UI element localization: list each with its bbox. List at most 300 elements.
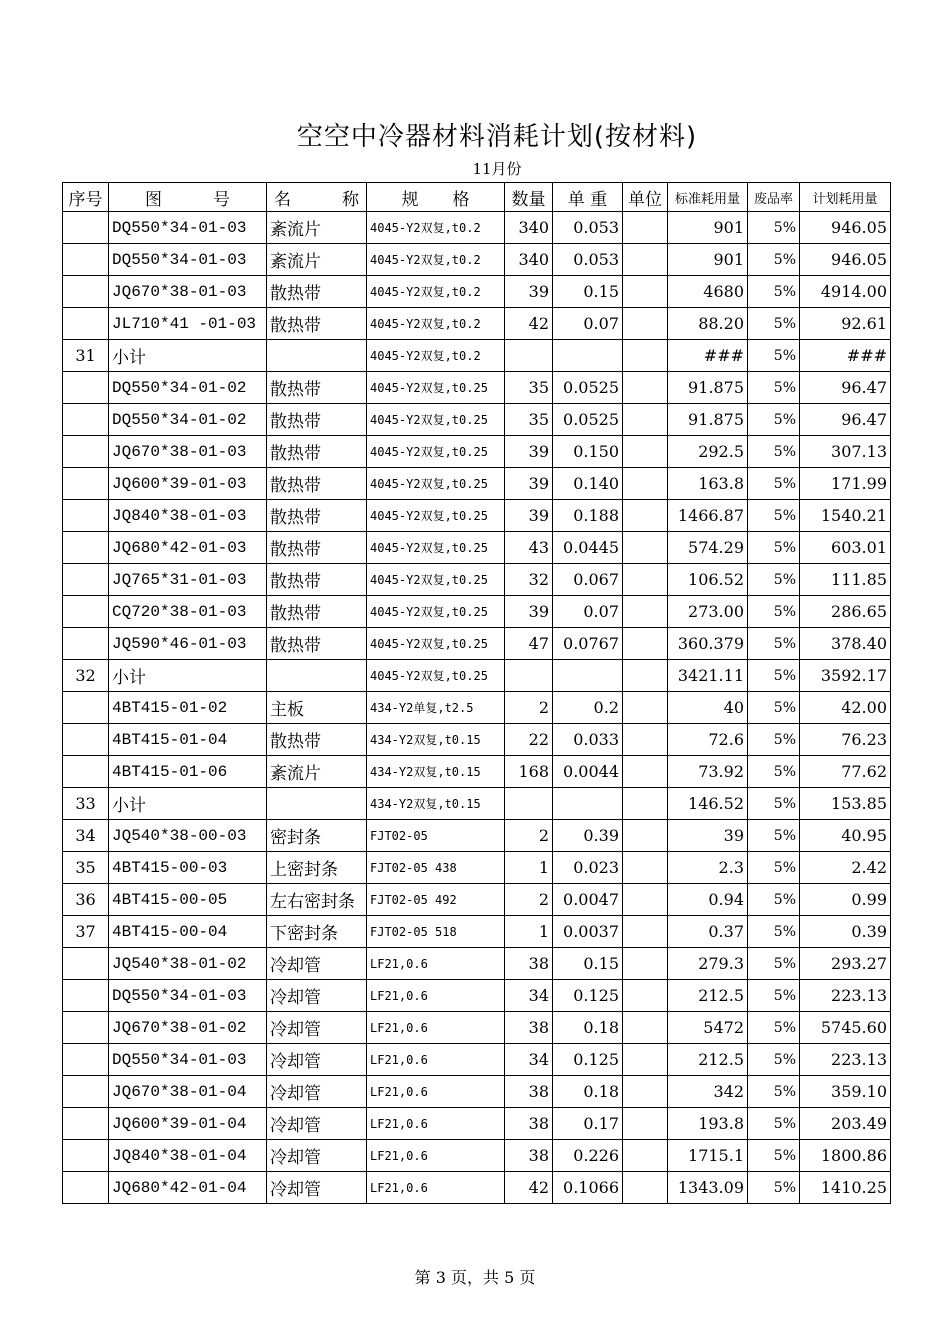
- cell-name: [267, 788, 367, 820]
- cell-std-use: 0.37: [668, 916, 748, 948]
- cell-std-use: 901: [668, 212, 748, 244]
- cell-std-use: 146.52: [668, 788, 748, 820]
- cell-seq: [63, 564, 109, 596]
- cell-drawing: JQ670*38-01-03: [109, 436, 267, 468]
- cell-drawing: DQ550*34-01-02: [109, 404, 267, 436]
- cell-unit: [623, 788, 668, 820]
- cell-scrap-rate: 5%: [748, 1044, 800, 1076]
- cell-std-use: 292.5: [668, 436, 748, 468]
- header-qty: 数量: [505, 183, 553, 212]
- table-row: [63, 980, 891, 1012]
- cell-qty: 35: [505, 372, 553, 404]
- cell-seq: [63, 404, 109, 436]
- cell-plan-use: 378.40: [800, 628, 891, 660]
- header-unit-weight: 单 重: [553, 183, 623, 212]
- cell-name: 冷却管: [267, 1012, 367, 1044]
- cell-qty: 2: [505, 692, 553, 724]
- cell-unit: [623, 372, 668, 404]
- cell-qty: 34: [505, 980, 553, 1012]
- cell-plan-use: 96.47: [800, 372, 891, 404]
- cell-qty: 39: [505, 436, 553, 468]
- cell-plan-use: 946.05: [800, 244, 891, 276]
- table-row: [63, 756, 891, 788]
- cell-name: 散热带: [267, 500, 367, 532]
- cell-drawing: 小计: [109, 788, 267, 820]
- cell-scrap-rate: 5%: [748, 532, 800, 564]
- cell-name: 散热带: [267, 436, 367, 468]
- cell-name: [267, 660, 367, 692]
- cell-qty: 42: [505, 308, 553, 340]
- cell-seq: [63, 1140, 109, 1172]
- cell-unit-weight: 0.140: [553, 468, 623, 500]
- table-row: [63, 916, 891, 948]
- cell-unit: [623, 596, 668, 628]
- cell-drawing: DQ550*34-01-03: [109, 1044, 267, 1076]
- cell-unit-weight: 0.2: [553, 692, 623, 724]
- cell-unit: [623, 276, 668, 308]
- cell-seq: [63, 1044, 109, 1076]
- cell-scrap-rate: 5%: [748, 852, 800, 884]
- cell-seq: [63, 724, 109, 756]
- cell-unit-weight: 0.188: [553, 500, 623, 532]
- page-subtitle: 11月份: [472, 160, 522, 178]
- header-row: [63, 183, 891, 212]
- table-row: [63, 404, 891, 436]
- cell-qty: 38: [505, 1140, 553, 1172]
- cell-spec: 4045-Y2双复,t0.2: [367, 308, 505, 340]
- cell-std-use: 73.92: [668, 756, 748, 788]
- cell-unit: [623, 1140, 668, 1172]
- cell-unit: [623, 244, 668, 276]
- cell-unit-weight: 0.07: [553, 308, 623, 340]
- cell-std-use: 273.00: [668, 596, 748, 628]
- table-row: [63, 1108, 891, 1140]
- header-unit: 单位: [623, 183, 668, 212]
- header-plan-use: 计划耗用量: [800, 183, 891, 212]
- cell-seq: [63, 212, 109, 244]
- cell-spec: 4045-Y2双复,t0.25: [367, 404, 505, 436]
- cell-spec: 434-Y2双复,t0.15: [367, 788, 505, 820]
- table-row: [63, 1172, 891, 1204]
- cell-unit: [623, 852, 668, 884]
- cell-unit-weight: 0.0047: [553, 884, 623, 916]
- cell-drawing: JQ840*38-01-03: [109, 500, 267, 532]
- cell-plan-use: 293.27: [800, 948, 891, 980]
- cell-seq: [63, 532, 109, 564]
- cell-unit-weight: 0.067: [553, 564, 623, 596]
- cell-name: 散热带: [267, 596, 367, 628]
- cell-unit-weight: 0.0044: [553, 756, 623, 788]
- cell-unit: [623, 756, 668, 788]
- cell-plan-use: 946.05: [800, 212, 891, 244]
- cell-scrap-rate: 5%: [748, 1172, 800, 1204]
- cell-qty: 43: [505, 532, 553, 564]
- cell-qty: 38: [505, 948, 553, 980]
- cell-drawing: 4BT415-00-03: [109, 852, 267, 884]
- table-row: [63, 308, 891, 340]
- cell-drawing: DQ550*34-01-03: [109, 980, 267, 1012]
- cell-unit-weight: 0.0525: [553, 404, 623, 436]
- cell-plan-use: 77.62: [800, 756, 891, 788]
- cell-drawing: 4BT415-01-04: [109, 724, 267, 756]
- cell-seq: [63, 500, 109, 532]
- table-row: [63, 724, 891, 756]
- cell-name: 散热带: [267, 628, 367, 660]
- cell-plan-use: 3592.17: [800, 660, 891, 692]
- table-row: [63, 564, 891, 596]
- table-row: [63, 212, 891, 244]
- cell-spec: 4045-Y2双复,t0.2: [367, 212, 505, 244]
- cell-std-use: 39: [668, 820, 748, 852]
- cell-qty: 32: [505, 564, 553, 596]
- cell-unit-weight: 0.033: [553, 724, 623, 756]
- cell-std-use: 91.875: [668, 372, 748, 404]
- cell-std-use: 106.52: [668, 564, 748, 596]
- cell-plan-use: 1800.86: [800, 1140, 891, 1172]
- cell-qty: [505, 788, 553, 820]
- cell-scrap-rate: 5%: [748, 596, 800, 628]
- cell-plan-use: 223.13: [800, 980, 891, 1012]
- cell-qty: [505, 340, 553, 372]
- cell-std-use: 279.3: [668, 948, 748, 980]
- cell-qty: 39: [505, 276, 553, 308]
- cell-unit: [623, 1044, 668, 1076]
- cell-drawing: 小计: [109, 660, 267, 692]
- cell-unit: [623, 1076, 668, 1108]
- cell-seq: 32: [63, 660, 109, 692]
- cell-std-use: 1343.09: [668, 1172, 748, 1204]
- cell-unit: [623, 1108, 668, 1140]
- cell-std-use: 2.3: [668, 852, 748, 884]
- cell-spec: FJT02-05 492: [367, 884, 505, 916]
- cell-name: 冷却管: [267, 1140, 367, 1172]
- cell-unit: [623, 660, 668, 692]
- cell-std-use: 901: [668, 244, 748, 276]
- cell-unit: [623, 724, 668, 756]
- cell-qty: 340: [505, 244, 553, 276]
- cell-std-use: 91.875: [668, 404, 748, 436]
- cell-scrap-rate: 5%: [748, 404, 800, 436]
- page-footer: 第 3 页，共 5 页: [414, 1268, 536, 1287]
- subtotal-row: [63, 660, 891, 692]
- cell-name: 主板: [267, 692, 367, 724]
- cell-unit: [623, 1012, 668, 1044]
- cell-name: 密封条: [267, 820, 367, 852]
- cell-plan-use: 171.99: [800, 468, 891, 500]
- cell-plan-use: ###: [800, 340, 891, 372]
- cell-plan-use: 286.65: [800, 596, 891, 628]
- cell-spec: 4045-Y2双复,t0.2: [367, 340, 505, 372]
- header-spec: 规 格: [367, 183, 505, 212]
- cell-qty: 38: [505, 1076, 553, 1108]
- cell-spec: LF21,0.6: [367, 980, 505, 1012]
- cell-unit: [623, 340, 668, 372]
- table-row: [63, 532, 891, 564]
- cell-std-use: ###: [668, 340, 748, 372]
- cell-plan-use: 359.10: [800, 1076, 891, 1108]
- cell-unit-weight: 0.1066: [553, 1172, 623, 1204]
- cell-plan-use: 76.23: [800, 724, 891, 756]
- cell-seq: [63, 596, 109, 628]
- cell-plan-use: 307.13: [800, 436, 891, 468]
- cell-name: 散热带: [267, 404, 367, 436]
- subtotal-row: [63, 788, 891, 820]
- cell-plan-use: 5745.60: [800, 1012, 891, 1044]
- cell-unit: [623, 948, 668, 980]
- cell-unit-weight: 0.0525: [553, 372, 623, 404]
- table-row: [63, 1044, 891, 1076]
- cell-spec: 4045-Y2双复,t0.25: [367, 596, 505, 628]
- cell-spec: 434-Y2单复,t2.5: [367, 692, 505, 724]
- cell-spec: LF21,0.6: [367, 1044, 505, 1076]
- cell-seq: [63, 1076, 109, 1108]
- cell-qty: 47: [505, 628, 553, 660]
- cell-plan-use: 1410.25: [800, 1172, 891, 1204]
- cell-drawing: JQ670*38-01-02: [109, 1012, 267, 1044]
- cell-seq: [63, 948, 109, 980]
- table-row: [63, 628, 891, 660]
- cell-spec: 434-Y2双复,t0.15: [367, 756, 505, 788]
- subtotal-row: [63, 340, 891, 372]
- cell-name: [267, 340, 367, 372]
- cell-name: 散热带: [267, 724, 367, 756]
- cell-unit: [623, 436, 668, 468]
- cell-plan-use: 603.01: [800, 532, 891, 564]
- cell-drawing: JQ680*42-01-03: [109, 532, 267, 564]
- cell-drawing: JQ600*39-01-03: [109, 468, 267, 500]
- cell-unit: [623, 1172, 668, 1204]
- cell-drawing: DQ550*34-01-02: [109, 372, 267, 404]
- cell-qty: 2: [505, 884, 553, 916]
- cell-std-use: 212.5: [668, 980, 748, 1012]
- cell-unit-weight: 0.07: [553, 596, 623, 628]
- header-drawing: 图 号: [109, 183, 267, 212]
- cell-seq: [63, 692, 109, 724]
- cell-unit-weight: 0.150: [553, 436, 623, 468]
- table-row: [63, 852, 891, 884]
- cell-spec: FJT02-05 518: [367, 916, 505, 948]
- cell-scrap-rate: 5%: [748, 212, 800, 244]
- table-row: [63, 468, 891, 500]
- header-seq: 序号: [63, 183, 109, 212]
- cell-scrap-rate: 5%: [748, 756, 800, 788]
- cell-std-use: 163.8: [668, 468, 748, 500]
- table-row: [63, 1012, 891, 1044]
- cell-scrap-rate: 5%: [748, 788, 800, 820]
- table-row: [63, 276, 891, 308]
- cell-qty: 42: [505, 1172, 553, 1204]
- cell-drawing: JQ840*38-01-04: [109, 1140, 267, 1172]
- cell-qty: [505, 660, 553, 692]
- table-row: [63, 596, 891, 628]
- cell-scrap-rate: 5%: [748, 500, 800, 532]
- cell-drawing: 4BT415-00-05: [109, 884, 267, 916]
- cell-name: 散热带: [267, 372, 367, 404]
- cell-plan-use: 223.13: [800, 1044, 891, 1076]
- cell-unit: [623, 404, 668, 436]
- cell-qty: 38: [505, 1108, 553, 1140]
- cell-unit-weight: 0.39: [553, 820, 623, 852]
- cell-seq: [63, 436, 109, 468]
- cell-spec: 4045-Y2双复,t0.25: [367, 660, 505, 692]
- cell-scrap-rate: 5%: [748, 948, 800, 980]
- cell-plan-use: 96.47: [800, 404, 891, 436]
- cell-seq: [63, 1108, 109, 1140]
- table-row: [63, 500, 891, 532]
- cell-qty: 39: [505, 596, 553, 628]
- cell-spec: 4045-Y2双复,t0.25: [367, 468, 505, 500]
- cell-unit-weight: 0.125: [553, 980, 623, 1012]
- cell-scrap-rate: 5%: [748, 372, 800, 404]
- cell-unit-weight: 0.0445: [553, 532, 623, 564]
- cell-spec: 4045-Y2双复,t0.25: [367, 372, 505, 404]
- cell-seq: 37: [63, 916, 109, 948]
- cell-spec: 434-Y2双复,t0.15: [367, 724, 505, 756]
- cell-seq: [63, 308, 109, 340]
- cell-drawing: JQ600*39-01-04: [109, 1108, 267, 1140]
- cell-plan-use: 42.00: [800, 692, 891, 724]
- cell-name: 冷却管: [267, 980, 367, 1012]
- cell-unit: [623, 212, 668, 244]
- cell-seq: [63, 1012, 109, 1044]
- cell-spec: LF21,0.6: [367, 1172, 505, 1204]
- cell-unit-weight: [553, 340, 623, 372]
- cell-seq: [63, 276, 109, 308]
- cell-unit: [623, 532, 668, 564]
- cell-unit-weight: 0.17: [553, 1108, 623, 1140]
- cell-spec: LF21,0.6: [367, 1076, 505, 1108]
- cell-std-use: 0.94: [668, 884, 748, 916]
- cell-unit-weight: 0.0767: [553, 628, 623, 660]
- cell-unit-weight: [553, 660, 623, 692]
- cell-plan-use: 40.95: [800, 820, 891, 852]
- cell-name: 散热带: [267, 468, 367, 500]
- cell-name: 散热带: [267, 308, 367, 340]
- table-row: [63, 1140, 891, 1172]
- cell-unit-weight: 0.18: [553, 1076, 623, 1108]
- cell-unit: [623, 500, 668, 532]
- cell-std-use: 1715.1: [668, 1140, 748, 1172]
- cell-scrap-rate: 5%: [748, 308, 800, 340]
- cell-name: 紊流片: [267, 212, 367, 244]
- cell-std-use: 360.379: [668, 628, 748, 660]
- cell-scrap-rate: 5%: [748, 884, 800, 916]
- cell-scrap-rate: 5%: [748, 1012, 800, 1044]
- cell-std-use: 88.20: [668, 308, 748, 340]
- cell-scrap-rate: 5%: [748, 340, 800, 372]
- table-row: [63, 692, 891, 724]
- cell-name: 下密封条: [267, 916, 367, 948]
- cell-spec: FJT02-05 438: [367, 852, 505, 884]
- cell-qty: 39: [505, 468, 553, 500]
- table-row: [63, 1076, 891, 1108]
- cell-name: 冷却管: [267, 1172, 367, 1204]
- cell-seq: 31: [63, 340, 109, 372]
- cell-std-use: 212.5: [668, 1044, 748, 1076]
- cell-qty: 38: [505, 1012, 553, 1044]
- header-std-use: 标准耗用量: [668, 183, 748, 212]
- cell-drawing: JQ540*38-01-02: [109, 948, 267, 980]
- cell-seq: [63, 980, 109, 1012]
- cell-scrap-rate: 5%: [748, 660, 800, 692]
- cell-drawing: JQ680*42-01-04: [109, 1172, 267, 1204]
- cell-seq: 36: [63, 884, 109, 916]
- cell-spec: 4045-Y2双复,t0.25: [367, 628, 505, 660]
- cell-std-use: 193.8: [668, 1108, 748, 1140]
- cell-scrap-rate: 5%: [748, 1140, 800, 1172]
- cell-qty: 35: [505, 404, 553, 436]
- table-row: [63, 436, 891, 468]
- cell-drawing: DQ550*34-01-03: [109, 244, 267, 276]
- cell-qty: 2: [505, 820, 553, 852]
- cell-scrap-rate: 5%: [748, 244, 800, 276]
- cell-qty: 168: [505, 756, 553, 788]
- cell-scrap-rate: 5%: [748, 724, 800, 756]
- cell-qty: 1: [505, 852, 553, 884]
- cell-name: 冷却管: [267, 1044, 367, 1076]
- cell-scrap-rate: 5%: [748, 980, 800, 1012]
- cell-drawing: JQ670*38-01-03: [109, 276, 267, 308]
- cell-drawing: JQ670*38-01-04: [109, 1076, 267, 1108]
- cell-drawing: DQ550*34-01-03: [109, 212, 267, 244]
- cell-unit-weight: 0.226: [553, 1140, 623, 1172]
- cell-unit: [623, 308, 668, 340]
- header-scrap: 废品率: [748, 183, 800, 212]
- cell-unit-weight: 0.053: [553, 212, 623, 244]
- cell-scrap-rate: 5%: [748, 692, 800, 724]
- cell-name: 散热带: [267, 532, 367, 564]
- cell-seq: [63, 628, 109, 660]
- table-row: [63, 372, 891, 404]
- cell-spec: 4045-Y2双复,t0.25: [367, 564, 505, 596]
- cell-std-use: 1466.87: [668, 500, 748, 532]
- cell-drawing: JQ590*46-01-03: [109, 628, 267, 660]
- cell-seq: [63, 244, 109, 276]
- cell-drawing: JL710*41 -01-03: [109, 308, 267, 340]
- cell-name: 冷却管: [267, 948, 367, 980]
- cell-qty: 39: [505, 500, 553, 532]
- cell-scrap-rate: 5%: [748, 1108, 800, 1140]
- cell-unit-weight: 0.125: [553, 1044, 623, 1076]
- cell-scrap-rate: 5%: [748, 564, 800, 596]
- cell-spec: FJT02-05: [367, 820, 505, 852]
- cell-unit-weight: 0.053: [553, 244, 623, 276]
- cell-plan-use: 1540.21: [800, 500, 891, 532]
- cell-plan-use: 153.85: [800, 788, 891, 820]
- page-title: 空空中冷器材料消耗计划(按材料): [296, 122, 698, 152]
- cell-unit: [623, 820, 668, 852]
- cell-spec: LF21,0.6: [367, 1140, 505, 1172]
- cell-spec: LF21,0.6: [367, 1108, 505, 1140]
- cell-scrap-rate: 5%: [748, 1076, 800, 1108]
- cell-std-use: 3421.11: [668, 660, 748, 692]
- header-name: 名 称: [267, 183, 367, 212]
- cell-spec: LF21,0.6: [367, 1012, 505, 1044]
- cell-std-use: 72.6: [668, 724, 748, 756]
- cell-qty: 34: [505, 1044, 553, 1076]
- cell-scrap-rate: 5%: [748, 820, 800, 852]
- cell-scrap-rate: 5%: [748, 276, 800, 308]
- cell-unit-weight: [553, 788, 623, 820]
- cell-name: 紊流片: [267, 244, 367, 276]
- cell-seq: 35: [63, 852, 109, 884]
- cell-drawing: CQ720*38-01-03: [109, 596, 267, 628]
- cell-name: 上密封条: [267, 852, 367, 884]
- cell-std-use: 574.29: [668, 532, 748, 564]
- table-row: [63, 948, 891, 980]
- cell-plan-use: 203.49: [800, 1108, 891, 1140]
- cell-qty: 340: [505, 212, 553, 244]
